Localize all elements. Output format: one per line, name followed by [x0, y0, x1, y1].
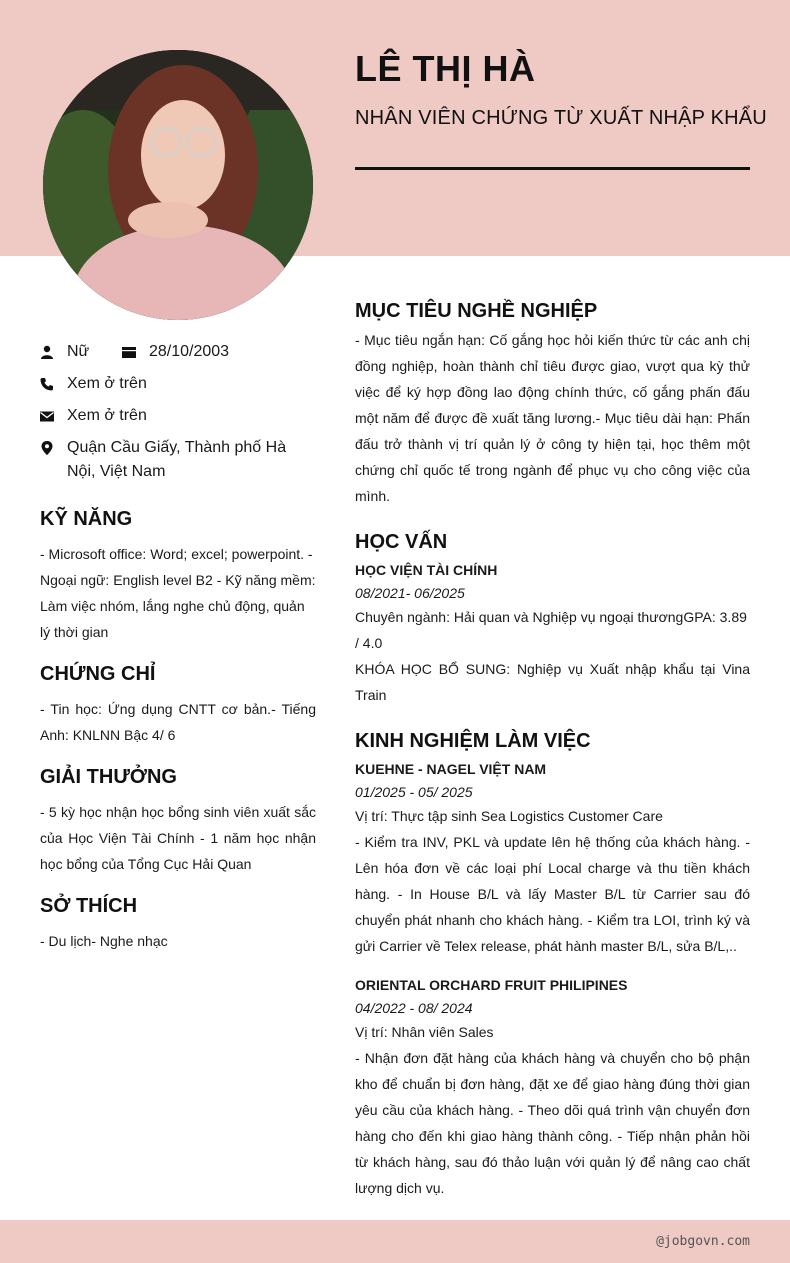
- email-row: [40, 404, 316, 428]
- job-dates: 01/2025 - 05/ 2025: [355, 784, 473, 800]
- skills-body: - Microsoft office: Word; excel; powerpoint. - Ngoại ngữ: English level B2 - Kỹ năng mềm: Làm việc nhóm, lắng nghe chủ động, quản lý thời gian: [40, 546, 316, 640]
- skills-title: KỸ NĂNG: [40, 508, 133, 530]
- job-title: NHÂN VIÊN CHỨNG TỪ XUẤT NHẬP KHẨU: [355, 107, 767, 129]
- job-description: - Kiểm tra INV, PKL và update lên hệ thống của khách hàng. - Lên hóa đơn về các loại phí Local charge và thu tiền khách hàng. - In House B/L và lấy Master B/L từ Carrier sau đó chuyển phát nhanh cho khách hàng. - Kiểm tra LOI, trình ký và gửi Carrier về Telex release, phát hành master B/L, sửa B/L,..: [355, 834, 750, 954]
- gender-value: Nữ: [67, 343, 90, 360]
- email-value: Xem ở trên: [67, 407, 147, 424]
- location-pin-icon: [40, 436, 54, 460]
- awards-body: - 5 kỳ học nhận học bổng sinh viên xuất sắc của Học Viện Tài Chính - 1 năm học nhận học bổng của Tổng Cục Hải Quan: [40, 804, 316, 872]
- company-name: ORIENTAL ORCHARD FRUIT PHILIPINES: [355, 977, 628, 993]
- profile-photo: [43, 50, 313, 320]
- experience-item: [355, 757, 750, 959]
- company-name: KUEHNE - NAGEL VIỆT NAM: [355, 761, 547, 777]
- mail-icon: [40, 404, 54, 428]
- certificates-body: - Tin học: Ứng dụng CNTT cơ bản.- Tiếng Anh: KNLNN Bậc 4/ 6: [40, 701, 316, 743]
- gender-birthdate-row: [40, 340, 316, 372]
- certificates-section: [40, 663, 316, 748]
- candidate-name: LÊ THỊ HÀ: [355, 48, 536, 89]
- phone-value: Xem ở trên: [67, 375, 147, 392]
- job-description: - Nhận đơn đặt hàng của khách hàng và chuyển cho bộ phận kho để chuẩn bị đơn hàng, đặt xe để giao hàng đúng thời gian yêu cầu của khách hàng. - Theo dõi quá trình vận chuyển đơn hàng cho đến khi giao hàng thành công. - Tiếp nhận phản hồi từ khách hàng, sau đó thảo luận với quản lý để nâng cao chất lượng dịch vụ.: [355, 1050, 750, 1196]
- hobbies-title: SỞ THÍCH: [40, 895, 138, 917]
- hobbies-section: [40, 895, 316, 954]
- phone-icon: [40, 372, 54, 396]
- birthdate-value: 28/10/2003: [149, 343, 230, 360]
- awards-section: [40, 766, 316, 877]
- experience-section: [355, 730, 750, 1201]
- experience-item: [355, 973, 750, 1201]
- title-divider: [355, 167, 750, 170]
- certificates-title: CHỨNG CHỈ: [40, 663, 156, 685]
- right-column: [355, 300, 750, 1223]
- education-section: [355, 531, 750, 708]
- education-extra: KHÓA HỌC BỔ SUNG: Nghiệp vụ Xuất nhập khẩu tại Vina Train: [355, 661, 750, 703]
- calendar-icon: [122, 340, 136, 364]
- education-dates: 08/2021- 06/2025: [355, 585, 465, 601]
- objective-section: [355, 300, 750, 509]
- phone-row: [40, 372, 316, 396]
- birthdate-row: [122, 340, 229, 364]
- experience-title: KINH NGHIỆM LÀM VIỆC: [355, 730, 591, 752]
- watermark-text: @jobgovn.com: [656, 1234, 750, 1249]
- hobbies-body: - Du lịch- Nghe nhạc: [40, 933, 168, 949]
- objective-title: MỤC TIÊU NGHỀ NGHIỆP: [355, 300, 598, 322]
- objective-body: - Mục tiêu ngắn hạn: Cố gắng học hỏi kiến thức từ các anh chị đồng nghiệp, hoàn thành chỉ tiêu được giao, vượt qua kỳ thử việc để ký hợp đồng lao động chính thức, cố gắng phấn đấu một năm để được đề xuất tăng lương.- Mục tiêu dài hạn: Phấn đấu trở thành vị trí quản lý ở công ty hiện tại, học thêm một chứng chỉ quốc tế trong ngành để phục vụ cho công việc của mình.: [355, 332, 750, 504]
- address-value: Quận Cầu Giấy, Thành phố Hà Nội, Việt Nam: [67, 439, 287, 480]
- school-name: HỌC VIỆN TÀI CHÍNH: [355, 562, 498, 578]
- job-position: Vị trí: Thực tập sinh Sea Logistics Customer Care: [355, 808, 663, 824]
- left-column: [40, 340, 316, 954]
- education-title: HỌC VẤN: [355, 531, 448, 553]
- awards-title: GIẢI THƯỞNG: [40, 766, 177, 788]
- job-dates: 04/2022 - 08/ 2024: [355, 1000, 473, 1016]
- person-icon: [40, 340, 54, 364]
- skills-section: [40, 508, 316, 645]
- education-major: Chuyên ngành: Hải quan và Nghiệp vụ ngoại thươngGPA: 3.89 / 4.0: [355, 609, 747, 651]
- address-row: [40, 436, 316, 484]
- gender-row: [40, 340, 122, 364]
- job-position: Vị trí: Nhân viên Sales: [355, 1024, 494, 1040]
